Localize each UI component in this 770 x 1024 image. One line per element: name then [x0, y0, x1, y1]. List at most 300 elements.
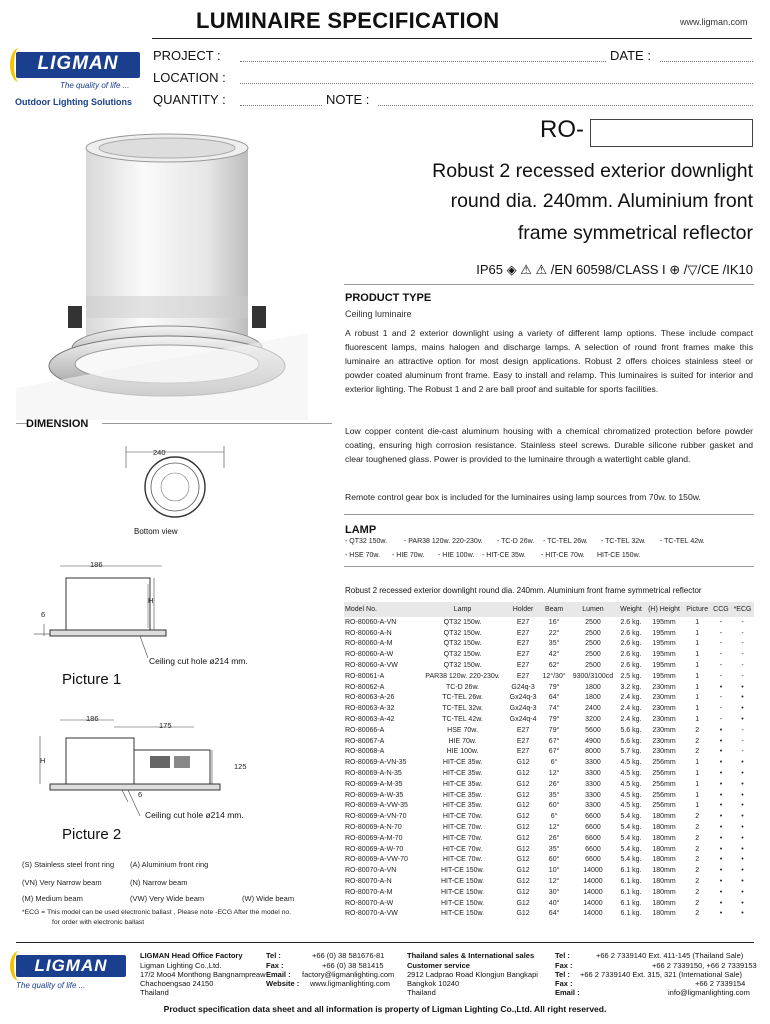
table-header-row [344, 602, 754, 617]
table-header-cell: Lumen [569, 602, 618, 617]
table-cell: • [719, 780, 723, 788]
table-cell: 1 [695, 662, 700, 670]
table-cell: RO-80069-A-VN-70 [345, 813, 407, 821]
table-cell: G12 [516, 780, 530, 788]
legend-stainless: (S) Stainless steel front ring [22, 860, 115, 869]
tel-value[interactable]: +66 (0) 38 581676-81 [312, 951, 385, 960]
table-cell: 230mm [652, 726, 676, 734]
table-header-cell: Model No. [344, 602, 419, 617]
table-cell: 6600 [585, 845, 601, 853]
table-cell: 5.4 kg. [620, 856, 642, 864]
table-cell: • [741, 791, 744, 799]
table-cell: RO-80068-A [345, 748, 385, 756]
table-cell: G12 [516, 845, 530, 853]
table-cell: RO-80070-A-W [345, 899, 394, 907]
table-cell: RO-80069-A-VN-35 [345, 759, 407, 767]
table-cell: RO-80070-A-VW [345, 910, 398, 918]
table-cell: 6.1 kg. [620, 888, 642, 896]
table-cell: E27 [516, 629, 530, 637]
dimension-heading: DIMENSION [26, 418, 89, 430]
sales-title: Thailand sales & International sales [407, 951, 535, 960]
table-cell: G12 [516, 759, 530, 767]
table-cell: 10° [548, 867, 560, 875]
table-cell: QT32 150w. [443, 618, 482, 626]
table-header-cell: (H) Height [645, 602, 684, 617]
table-header-cell: CCG [711, 602, 731, 617]
tel-label: Tel : [266, 951, 281, 960]
dim-6b-label: 6 [138, 790, 143, 799]
table-cell: TC-TEL 26w. [442, 694, 483, 702]
dim-6-label: 6 [41, 610, 46, 619]
table-cell: RO-80070-A-N [345, 878, 392, 886]
table-cell: 256mm [652, 780, 676, 788]
table-cell: RO-80062-A [345, 683, 385, 691]
sales-tel2-value[interactable]: +66 2 7339140 Ext. 315, 321 (International Sale) [580, 970, 742, 979]
date-label: DATE : [610, 48, 651, 63]
table-cell: • [719, 888, 723, 896]
table-row [344, 855, 754, 866]
table-cell: • [719, 834, 723, 842]
table-row [344, 671, 754, 682]
table-cell: RO-80069-A-VW-35 [345, 802, 408, 810]
table-cell: 14000 [583, 910, 603, 918]
table-cell: E27 [516, 618, 530, 626]
table-cell: 2.6 kg. [620, 618, 642, 626]
table-cell: • [719, 910, 723, 918]
table-header-cell: Beam [540, 602, 569, 617]
table-cell: 14000 [583, 888, 603, 896]
table-cell: 2 [695, 856, 700, 864]
bottom-view-label: Bottom view [134, 527, 178, 536]
table-row [344, 790, 754, 801]
lamp-heading: LAMP [345, 524, 377, 536]
table-cell: • [719, 813, 723, 821]
table-cell: 4900 [585, 737, 601, 745]
table-cell: HIT-CE 150w. [440, 910, 485, 918]
table-cell: • [741, 824, 744, 832]
table-cell: RO-80066-A [345, 726, 385, 734]
table-cell: Gx24q-4 [509, 716, 537, 724]
table-cell: HIT-CE 70w. [442, 845, 483, 853]
table-cell: HIT-CE 150w. [440, 899, 485, 907]
legend-very-wide: (VW) Very Wide beam [130, 894, 205, 903]
table-cell: - [741, 640, 744, 648]
sales-fax-value: +66 2 7339150, +66 2 7339153 [652, 961, 757, 970]
table-cell: 1 [695, 716, 700, 724]
table-cell: • [741, 899, 744, 907]
table-cell: G12 [516, 791, 530, 799]
table-cell: RO-80060-A-VN [345, 618, 397, 626]
table-cell: Gx24q-3 [509, 694, 537, 702]
table-cell: 3300 [585, 791, 601, 799]
table-cell: 6.1 kg. [620, 878, 642, 886]
table-cell: 79° [548, 716, 560, 724]
table-cell: 180mm [652, 867, 676, 875]
table-cell: 14000 [583, 899, 603, 907]
table-cell: 79° [548, 726, 560, 734]
table-cell: 2500 [585, 629, 601, 637]
table-cell: - [719, 651, 723, 659]
table-cell: 180mm [652, 878, 676, 886]
cut-hole-label-2: Ceiling cut hole ø214 mm. [145, 810, 244, 820]
table-cell: HSE 70w. [447, 726, 478, 734]
table-cell: 195mm [652, 640, 676, 648]
table-cell: RO-80063-A-32 [345, 705, 395, 713]
table-cell: HIT-CE 35w. [442, 791, 483, 799]
product-description: A robust 1 and 2 exterior downlight using a variety of different lamp options. These include compact fluorescent lamps, mains halogen and discharge lamps. A selection of round front frames make this luminaire an attractive option for most design applications. Robust 2 offers choices stainless steel or powder coated aluminum front frame. Easy to install and relamp. This luminaires is suited for interior and exterior lighting. The Robust 1 and 2 are ball proof and suitable for sports facilities. [345, 328, 753, 395]
table-cell: 180mm [652, 824, 676, 832]
footer-logo [16, 955, 126, 977]
product-code-prefix: RO- [540, 116, 584, 143]
table-cell: - [741, 662, 744, 670]
table-cell: 2 [695, 748, 700, 756]
table-cell: 2.4 kg. [620, 694, 642, 702]
legend-very-narrow: (VN) Very Narrow beam [22, 878, 102, 887]
table-row [344, 822, 754, 833]
website-url[interactable]: www.ligman.com [680, 17, 748, 27]
table-cell: E27 [516, 726, 530, 734]
email-label: Email : [266, 970, 291, 979]
table-header-cell: Lamp [419, 602, 507, 617]
table-cell: 67° [548, 737, 560, 745]
table-cell: 2 [695, 910, 700, 918]
dim-186b-label: 186 [86, 714, 99, 723]
table-cell: QT32 150w. [443, 651, 482, 659]
construction-description: Low copper content die-cast aluminum housing with a chemical chromatized protection before powder coating, ensuring high corrosion resistance. Stainless steel screws. Durable silicone rubber gasket and clear toughened glass. Power is provided to the luminaire through a watertight cable gland. [345, 426, 753, 465]
lamp-item: - TC-D 26w. [497, 538, 535, 545]
table-cell: • [741, 910, 744, 918]
table-cell: 26° [548, 834, 560, 842]
table-cell: • [719, 770, 723, 778]
table-cell: 6° [550, 813, 558, 821]
table-cell: • [741, 780, 744, 788]
table-cell: E27 [516, 662, 530, 670]
table-cell: 26° [548, 780, 560, 788]
table-cell: 2 [695, 834, 700, 842]
table-cell: G12 [516, 867, 530, 875]
page-title: LUMINAIRE SPECIFICATION [196, 8, 500, 33]
headline-line-2: round dia. 240mm. Aluminium front [450, 190, 753, 212]
table-cell: 5.4 kg. [620, 834, 642, 842]
table-cell: 2400 [585, 705, 601, 713]
table-cell: 4.5 kg. [620, 802, 642, 810]
location-label: LOCATION : [153, 70, 226, 85]
table-cell: 60° [548, 856, 560, 864]
logo-tagline: The quality of life ... [60, 81, 130, 90]
table-cell: HIT-CE 35w. [442, 770, 483, 778]
table-row [344, 833, 754, 844]
table-cell: • [741, 813, 744, 821]
table-row [344, 898, 754, 909]
table-cell: 2 [695, 813, 700, 821]
table-cell: HIT-CE 35w. [442, 780, 483, 788]
table-cell: 6.1 kg. [620, 867, 642, 875]
legend-narrow: (N) Narrow beam [130, 878, 188, 887]
table-cell: - [741, 672, 744, 680]
table-cell: HIT-CE 150w. [440, 867, 485, 875]
table-row [344, 628, 754, 639]
table-row [344, 865, 754, 876]
table-cell: TC-D 26w. [446, 683, 480, 691]
footer-tagline: The quality of life ... [16, 981, 86, 990]
lamp-item: - HSE 70w. [345, 552, 381, 559]
table-row [344, 876, 754, 887]
lamp-item: - PAR38 120w. 220-230v. [404, 538, 483, 545]
table-cell: 180mm [652, 856, 676, 864]
table-cell: 256mm [652, 802, 676, 810]
table-row [344, 725, 754, 736]
table-cell: 1 [695, 791, 700, 799]
table-cell: TC-TEL 32w. [442, 705, 483, 713]
headline-line-1: Robust 2 recessed exterior downlight [432, 160, 753, 182]
sales-tel-value[interactable]: +66 2 7339140 Ext. 411-145 (Thailand Sale) [596, 951, 744, 960]
sales-email-value[interactable]: info@ligmanlighting.com [668, 988, 750, 997]
table-cell: 1 [695, 802, 700, 810]
product-type-subheading: Ceiling luminaire [345, 309, 412, 319]
table-cell: 2 [695, 867, 700, 875]
table-cell: - [741, 629, 744, 637]
table-cell: 180mm [652, 845, 676, 853]
table-cell: G12 [516, 802, 530, 810]
table-cell: RO-80069-A-VW-70 [345, 856, 408, 864]
table-cell: 14000 [583, 867, 603, 875]
table-cell: 1 [695, 705, 700, 713]
table-cell: 2.6 kg. [620, 640, 642, 648]
office-line: Chachoengsao 24150 [140, 979, 214, 988]
table-cell: HIT-CE 70w. [442, 824, 483, 832]
table-cell: RO-80069-A-W-35 [345, 791, 404, 799]
table-cell: HIT-CE 70w. [442, 813, 483, 821]
product-code-field[interactable] [590, 119, 753, 147]
copyright: Product specification data sheet and all information is property of Ligman Lighting Co.,Ltd. All right reserved. [163, 1004, 607, 1014]
table-row [344, 703, 754, 714]
table-cell: HIT-CE 70w. [442, 834, 483, 842]
table-cell: 9300/3100cd [572, 672, 614, 680]
table-cell: 3200 [585, 716, 601, 724]
table-cell: - [719, 694, 723, 702]
dim-240-label: 240 [153, 448, 166, 457]
table-cell: 2 [695, 726, 700, 734]
table-header-cell: *ECG [731, 602, 754, 617]
table-cell: 40° [548, 899, 560, 907]
table-cell: • [741, 856, 744, 864]
table-cell: 256mm [652, 791, 676, 799]
logo-brand: LIGMAN [37, 53, 119, 74]
table-cell: HIT-CE 70w. [442, 856, 483, 864]
table-cell: 2500 [585, 640, 601, 648]
email-value[interactable]: factory@ligmanlighting.com [302, 970, 395, 979]
table-cell: 62° [548, 662, 560, 670]
ratings-line: IP65 ◈ ⚠ ⚠ /EN 60598/CLASS I ⊕ /▽/CE /IK10 [476, 262, 753, 277]
dim-h-label: H [148, 596, 154, 605]
sales-fax-label: Fax : [555, 961, 573, 970]
table-cell: QT32 150w. [443, 629, 482, 637]
dimension-line-right [102, 423, 332, 424]
picture-2-label: Picture 2 [62, 826, 122, 843]
location-field[interactable] [240, 83, 753, 84]
table-row [344, 736, 754, 747]
lamp-item: - TC-TEL 32w. [601, 538, 646, 545]
table-cell: 2 [695, 888, 700, 896]
table-cell: • [719, 759, 723, 767]
lamp-item: - TC-TEL 26w. [543, 538, 588, 545]
table-row [344, 747, 754, 758]
service-title: Customer service [407, 961, 470, 970]
table-cell: 1 [695, 672, 700, 680]
project-label: PROJECT : [153, 48, 221, 63]
divider [344, 566, 754, 567]
table-cell: 74° [548, 705, 560, 713]
table-cell: RO-80061-A [345, 672, 385, 680]
table-cell: • [719, 867, 723, 875]
table-cell: - [719, 672, 723, 680]
dim-125-label: 125 [234, 762, 247, 771]
table-cell: • [719, 683, 723, 691]
table-row [344, 714, 754, 725]
project-field[interactable] [240, 61, 606, 62]
fax-value: +66 (0) 38 581415 [322, 961, 384, 970]
table-cell: 5600 [585, 726, 601, 734]
legend-wide: (W) Wide beam [242, 894, 295, 903]
product-photo [16, 118, 308, 420]
table-cell: • [741, 878, 744, 886]
table-cell: • [719, 824, 723, 832]
table-cell: 230mm [652, 683, 676, 691]
table-cell: 6° [550, 759, 558, 767]
table-cell: 2.6 kg. [620, 651, 642, 659]
table-cell: 79° [548, 683, 560, 691]
table-cell: 12° [548, 824, 560, 832]
sales-fax2-label: Fax : [555, 979, 573, 988]
table-row [344, 757, 754, 768]
table-cell: G12 [516, 813, 530, 821]
footer-divider [16, 942, 754, 943]
table-cell: 4.5 kg. [620, 780, 642, 788]
table-cell: 2.4 kg. [620, 705, 642, 713]
table-cell: 230mm [652, 705, 676, 713]
date-field[interactable] [660, 61, 753, 62]
table-cell: • [741, 845, 744, 853]
ligman-logo [16, 52, 140, 78]
sales-tel-label: Tel : [555, 951, 570, 960]
divider [344, 514, 754, 515]
table-cell: 195mm [652, 651, 676, 659]
table-cell: RO-80069-A-N-35 [345, 770, 402, 778]
table-cell: 230mm [652, 748, 676, 756]
ecg-note-1: *ECG = This model can be used electronic ballast , Please note -ECG After the model no. [22, 909, 292, 916]
table-cell: G12 [516, 770, 530, 778]
table-row [344, 801, 754, 812]
table-cell: • [741, 834, 744, 842]
table-cell: G12 [516, 910, 530, 918]
table-cell: - [741, 748, 744, 756]
table-cell: QT32 150w. [443, 640, 482, 648]
table-cell: 6600 [585, 856, 601, 864]
table-cell: 16° [548, 618, 560, 626]
website-label: Website : [266, 979, 300, 988]
table-cell: 35° [548, 845, 560, 853]
table-cell: 5.4 kg. [620, 824, 642, 832]
office-line: Ligman Lighting Co.,Ltd. [140, 961, 222, 970]
table-cell: RO-80069-A-N-70 [345, 824, 402, 832]
table-cell: 195mm [652, 672, 676, 680]
cut-hole-label-1: Ceiling cut hole ø214 mm. [149, 656, 248, 666]
table-cell: G24q-3 [511, 683, 535, 691]
headline-line-3: frame symmetrical reflector [517, 222, 753, 244]
table-cell: G12 [516, 899, 530, 907]
logo-subtitle: Outdoor Lighting Solutions [15, 97, 132, 107]
product-type-heading: PRODUCT TYPE [345, 292, 432, 304]
table-cell: 195mm [652, 662, 676, 670]
table-cell: RO-80060-A-VW [345, 662, 398, 670]
table-row [344, 682, 754, 693]
website-value[interactable]: www.ligmanlighting.com [310, 979, 391, 988]
table-row [344, 649, 754, 660]
table-cell: RO-80069-A-M-35 [345, 780, 403, 788]
table-cell: 14000 [583, 878, 603, 886]
legend-medium: (M) Medium beam [22, 894, 83, 903]
table-row [344, 887, 754, 898]
table-cell: 195mm [652, 629, 676, 637]
table-cell: 22° [548, 629, 560, 637]
table-cell: 1 [695, 618, 700, 626]
table-cell: 180mm [652, 899, 676, 907]
table-cell: • [741, 683, 744, 691]
table-cell: 1 [695, 651, 700, 659]
sales-line: Bangkok 10240 [407, 979, 460, 988]
table-cell: 12° [548, 770, 560, 778]
quantity-label: QUANTITY : [153, 92, 226, 107]
table-cell: 2500 [585, 618, 601, 626]
table-cell: 67° [548, 748, 560, 756]
table-cell: • [741, 694, 744, 702]
table-cell: 180mm [652, 888, 676, 896]
note-field[interactable] [378, 105, 753, 106]
quantity-field[interactable] [240, 105, 322, 106]
table-header-cell: Weight [617, 602, 644, 617]
table-cell: • [719, 737, 723, 745]
sales-fax2-value: +66 2 7339154 [695, 979, 746, 988]
table-cell: 4.5 kg. [620, 759, 642, 767]
table-cell: 180mm [652, 834, 676, 842]
table-cell: 1 [695, 759, 700, 767]
table-cell: 60° [548, 802, 560, 810]
table-cell: 180mm [652, 910, 676, 918]
table-cell: 1 [695, 683, 700, 691]
table-cell: - [741, 618, 744, 626]
table-row [344, 693, 754, 704]
table-cell: G12 [516, 824, 530, 832]
table-cell: • [719, 791, 723, 799]
lamp-item: HIT-CE 150w. [597, 552, 641, 559]
table-header-cell: Picture [684, 602, 711, 617]
table-cell: QT32 150w. [443, 662, 482, 670]
table-cell: 2.4 kg. [620, 716, 642, 724]
lamp-item: - HIT-CE 70w. [541, 552, 585, 559]
dim-175-label: 175 [159, 721, 172, 730]
table-cell: - [719, 618, 723, 626]
table-cell: G12 [516, 878, 530, 886]
lamp-item: - HIE 100w. [438, 552, 475, 559]
table-cell: 64° [548, 694, 560, 702]
table-cell: 64° [548, 910, 560, 918]
table-cell: 5.4 kg. [620, 845, 642, 853]
table-cell: E27 [516, 651, 530, 659]
table-cell: - [719, 662, 723, 670]
lamp-item: - TC-TEL 42w. [660, 538, 705, 545]
table-cell: RO-80070-A-VN [345, 867, 397, 875]
table-cell: 4.5 kg. [620, 791, 642, 799]
